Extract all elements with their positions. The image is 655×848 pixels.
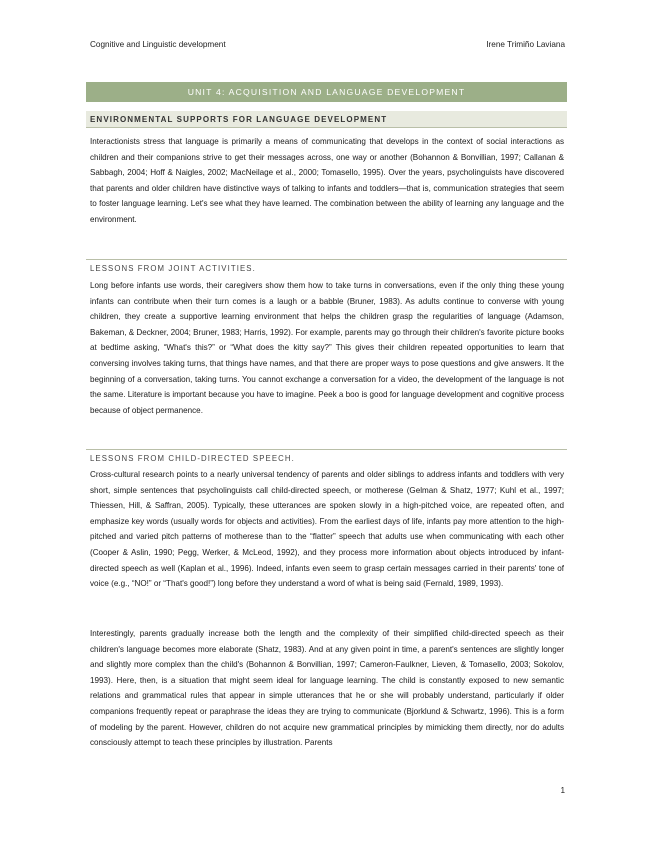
running-header	[90, 40, 565, 52]
paragraph-environmental: Interactionists stress that language is primarily a means of communicating that develops in the context of social interactions as children and their companions strive to get their messages across, one way or another (Bohannon & Bonvillian, 1997; Callanan & Sabbagh, 2004; Hoff & Naigles, 2002; MacNeilage et al., 2000; Tomasello, 1995). Over the years, psycholinguists have discovered that parents and older children have distinctive ways of talking to infants and toddlers—that is, communication strategies that seem to foster language learning. Let's see what they have learned. The combination between the ability of learning any language and the environment.	[90, 137, 564, 224]
page-number: 1	[560, 786, 565, 795]
section-heading-joint-activities: LESSONS FROM JOINT ACTIVITIES.	[86, 259, 567, 273]
unit-title-banner: UNIT 4: ACQUISITION AND LANGUAGE DEVELOPMENT	[86, 82, 567, 102]
paragraph-joint-activities: Long before infants use words, their caregivers show them how to take turns in conversations, even if the only thing these young infants can contribute when their turn comes is a laugh or a babble (Bruner, 1983). As adults continue to converse with young children, they create a supportive learning environment that helps the children grasp the regularities of language (Adamson, Bakeman, & Deckner, 2004; Bruner, 1983; Harris, 1992). For example, parents may go through their children's favorite picture books at bedtime asking, “What's this?” or “What does the kitty say?” This gives their children repeated opportunities to learn that conversing involves taking turns, that things have names, and that there are proper ways to pose questions and give answers. It the beginning of a conversation, taking turns. You cannot exchange a conversation for a video, the development of the language is not the same. Literature is important because you have to imagine. Peek a boo is good for language development and cognitive process because of object permanence.	[90, 281, 564, 415]
header-left: Cognitive and Linguistic development	[90, 40, 226, 49]
paragraph-child-directed-2: Interestingly, parents gradually increase both the length and the complexity of their simplified child-directed speech as their children's language becomes more elaborate (Shatz, 1983). And at any given point in time, a parent's sentences are slightly longer and slightly more complex than the child's (Bohannon & Bonvillian, 1997; Cameron-Faulkner, Lieven, & Tomasello, 2003; Sokolov, 1993). Here, then, is a situation that might seem ideal for language learning. The child is constantly exposed to new semantic relations and grammatical rules that appear in simple utterances that he or she will probably understand, particularly if older companions frequently repeat or paraphrase the ideas they are trying to communicate (Bjorklund & Schwartz, 1996). This is a form of modeling by the parent. However, children do not acquire new grammatical principles by mimicking them directly, nor do adults consciously attempt to teach these principles by illustration. Parents	[90, 629, 564, 748]
paragraph-child-directed-1: Cross-cultural research points to a nearly universal tendency of parents and older siblings to address infants and toddlers with very short, simple sentences that psycholinguists call child-directed speech, or motherese (Gelman & Shatz, 1977; Kuhl et al., 1997; Thiessen, Hill, & Saffran, 2005). Typically, these utterances are spoken slowly in a high-pitched voice, are repeated often, and emphasize key words (usually words for objects and activities). From the earliest days of life, infants pay more attention to the high-pitched and varied pitch patterns of motherese than to the “flatter” speech that adults use when communicating with each other (Cooper & Aslin, 1990; Pegg, Werker, & McLeod, 1992), and they process more information about objects introduced by infant-directed speech as well (Kaplan et al., 1996). Indeed, infants even seem to grasp certain messages carried in their parents' tone of voice (e.g., “NO!” or “That's good!”) long before they understand a word of what is being said (Fernald, 1989, 1993).	[90, 470, 564, 589]
section-heading-child-directed: LESSONS FROM CHILD-DIRECTED SPEECH.	[86, 449, 567, 463]
header-right: Irene Trimiño Laviana	[486, 40, 565, 49]
section-heading-environmental: ENVIRONMENTAL SUPPORTS FOR LANGUAGE DEVELOPMENT	[86, 111, 567, 128]
